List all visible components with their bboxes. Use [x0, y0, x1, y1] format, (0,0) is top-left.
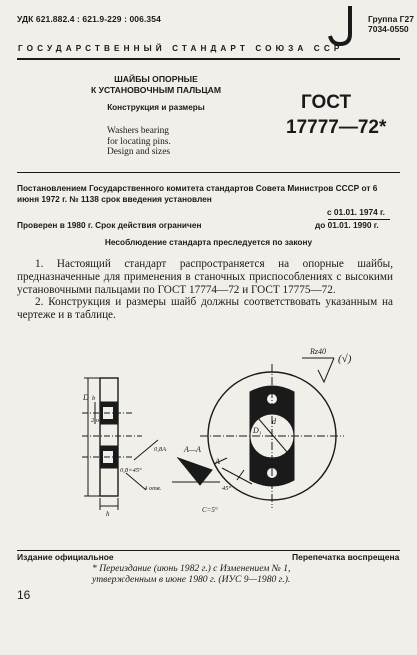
dim-D1: D₁: [253, 426, 262, 435]
section-label: А—А: [184, 445, 201, 454]
stamp-hook-mark: [320, 4, 364, 48]
title-line-2: К УСТАНОВОЧНЫМ ПАЛЬЦАМ: [91, 85, 221, 95]
violation-notice: Несоблюдение стандарта преследуется по закону: [104, 237, 313, 247]
label-A: А: [215, 457, 220, 466]
dim-s: 0,8A: [154, 446, 167, 453]
title-en-line-3: Design and sizes: [107, 147, 171, 157]
reprint-ban: Перепечатка воспрещена: [292, 552, 400, 562]
dim-4hole: 4 отв.: [144, 485, 162, 492]
udk-code: УДК 621.882.4 : 621.9-229 : 006.354: [17, 14, 161, 24]
body-text: [17, 258, 393, 322]
group-code: [368, 14, 414, 34]
official-edition: Издание официальное: [17, 552, 114, 562]
group-number: 7034-0550: [368, 24, 409, 34]
dim-D: D: [83, 393, 89, 402]
group-label: Группа Г27: [368, 14, 414, 24]
rz-label: Rz40: [310, 347, 326, 356]
dim-2hole: 2 отв.: [91, 417, 109, 424]
title-line-1: ШАЙБЫ ОПОРНЫЕ: [114, 74, 198, 84]
title-subtitle: Конструкция и размеры: [107, 103, 205, 112]
checked-note: Проверен в 1980 г. Срок действия ограничен: [17, 220, 202, 230]
dim-d: d: [272, 417, 276, 426]
section-rule: [17, 172, 400, 173]
rz-note: (√): [338, 353, 352, 365]
date-start: с 01.01. 1974 г.: [327, 207, 385, 217]
gost-number: 17777—72*: [286, 117, 387, 138]
technical-drawing: [72, 340, 382, 545]
paragraph-2: 2. Конструкция и размеры шайб должны соответствовать указанным на чертеже и в таблице.: [17, 296, 393, 322]
dim-chamfer: 0,8×45°: [120, 467, 142, 474]
footer-rule: [17, 550, 400, 551]
gost-label: ГОСТ: [301, 92, 352, 113]
state-standard-banner: ГОСУДАРСТВЕННЫЙ СТАНДАРТ СОЮЗА ССР: [18, 44, 344, 53]
footnote: [92, 563, 392, 585]
title-english: [107, 126, 171, 158]
header-rule: [17, 58, 400, 60]
page-number: 16: [17, 588, 31, 602]
footnote-line-1: * Переиздание (июнь 1982 г.) с Изменением № 1,: [92, 563, 291, 574]
dim-b: b: [92, 395, 96, 402]
paragraph-1: 1. Настоящий стандарт распространяется на опорные шайбы, предназначенные для применения в станочных приспособлениях с высокими установочными пальцами по ГОСТ 17774—72 и ГОСТ 17775—72.: [17, 258, 393, 296]
decree-text: Постановлением Государственного комитета стандартов Совета Министров СССР от 6 июня 1972 г. № 1138 срок введения установлен: [17, 183, 378, 204]
footnote-line-2: утвержденным в июне 1980 г. (ИУС 9—1980 г.).: [92, 574, 291, 585]
dim-c: C=5°: [202, 506, 218, 514]
title-en-line-2: for locating pins.: [107, 136, 171, 147]
title-en-line-1: Washers bearing: [107, 126, 169, 136]
dim-h: h: [106, 510, 110, 518]
title-block: [76, 74, 236, 113]
angle-label: 45°: [222, 485, 232, 492]
date-end: до 01.01. 1990 г.: [315, 220, 379, 230]
